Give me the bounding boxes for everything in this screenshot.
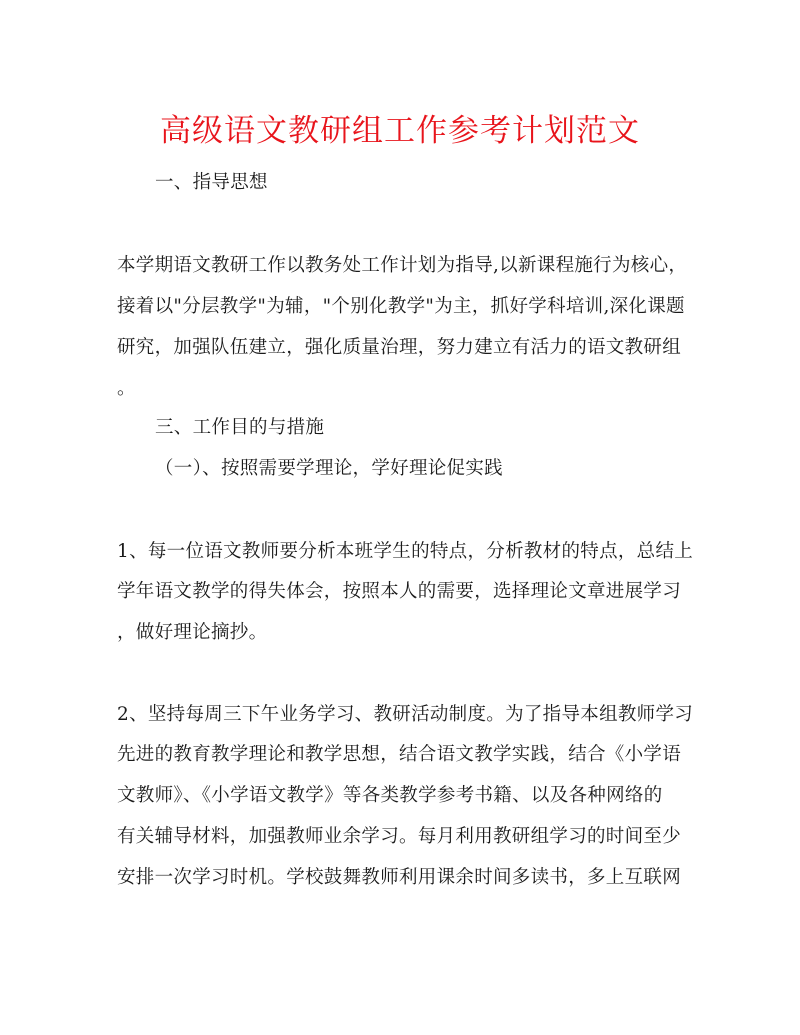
section-heading-guiding-thought: 一、指导思想	[155, 172, 268, 193]
paragraph-line: 。	[117, 378, 136, 399]
paragraph-line: 2、坚持每周三下午业务学习、教研活动制度。为了指导本组教师学习	[117, 704, 694, 725]
paragraph-line: 学年语文教学的得失体会，按照本人的需要，选择理论文章进展学习	[117, 581, 682, 602]
paragraph-line: ，做好理论摘抄。	[117, 622, 268, 643]
subsection-heading: （一）、按照需要学理论，学好理论促实践	[155, 458, 503, 479]
paragraph-line: 本学期语文教研工作以教务处工作计划为指导,以新课程施行为核心，	[117, 255, 688, 276]
paragraph-line: 有关辅导材料，加强教师业余学习。每月利用教研组学习的时间至少	[117, 826, 682, 847]
document-title: 高级语文教研组工作参考计划范文	[160, 113, 640, 149]
paragraph-line: 先进的教育教学理论和教学思想，结合语文教学实践，结合《小学语	[117, 744, 682, 765]
paragraph-line: 接着以"分层教学"为辅，"个别化教学"为主，抓好学科培训,深化课题	[117, 296, 685, 317]
paragraph-line: 研究，加强队伍建立，强化质量治理，努力建立有活力的语文教研组	[117, 337, 682, 358]
paragraph-line: 安排一次学习时机。学校鼓舞教师利用课余时间多读书，多上互联网	[117, 867, 682, 888]
paragraph-line: 1、每一位语文教师要分析本班学生的特点，分析教材的特点，总结上	[117, 541, 694, 562]
paragraph-line: 文教师》、《小学语文教学》等各类教学参考书籍、以及各种网络的	[117, 785, 663, 806]
section-heading-goals: 三、工作目的与措施	[155, 417, 325, 438]
